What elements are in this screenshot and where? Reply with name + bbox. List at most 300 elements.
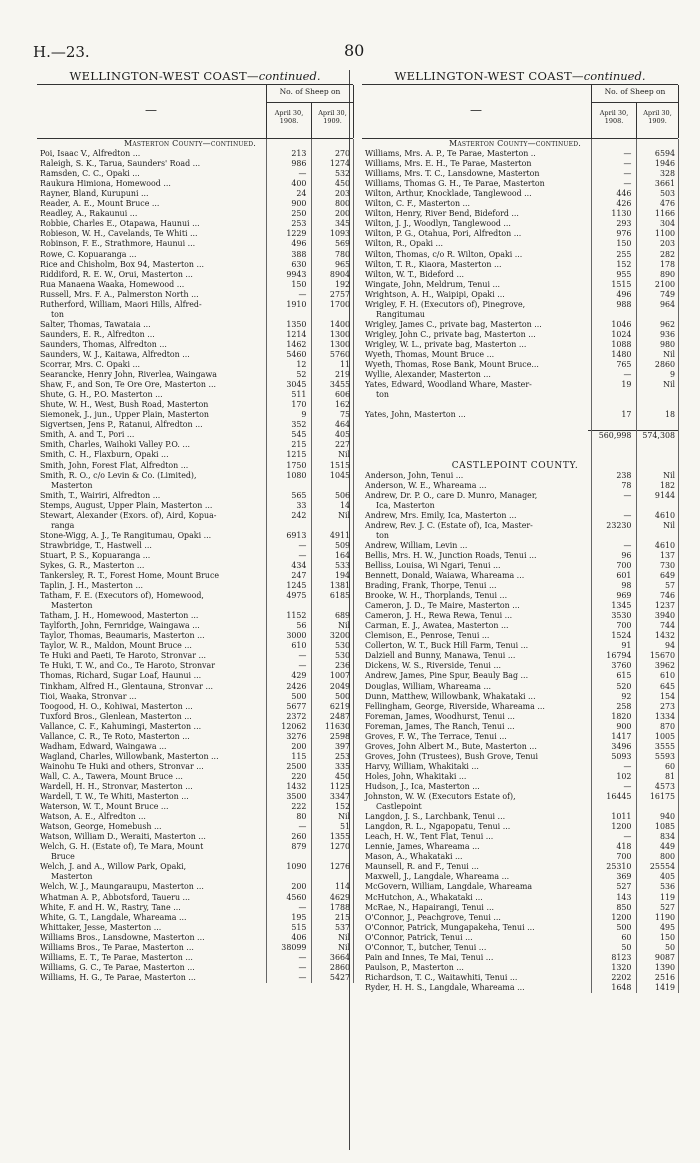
sheep-1908: 700	[616, 852, 632, 862]
owner-name: Robinson, F. E., Strathmore, Haunui ...	[40, 239, 196, 249]
sheep-1908: —	[298, 550, 307, 560]
sheep-1908: 50	[621, 942, 632, 952]
table-row	[362, 872, 678, 882]
table-row	[362, 250, 678, 260]
table-row	[37, 832, 353, 842]
sheep-1909: 162	[334, 400, 351, 410]
sheep-1908: 5677	[286, 701, 307, 711]
table-row	[37, 360, 353, 370]
sheep-1909: 530	[334, 641, 351, 651]
table-row	[362, 169, 678, 179]
table-row	[37, 732, 353, 742]
sheep-1908	[588, 310, 635, 320]
table-row	[362, 189, 678, 199]
owner-name: Harvy, William, Whakitaki ...	[365, 761, 479, 771]
sheep-1908: 8123	[611, 952, 632, 962]
owner-name: Stone-Wigg, A. J., Te Rangitumau, Opaki ...	[40, 530, 212, 540]
sheep-1908	[588, 531, 635, 541]
table-row	[362, 601, 678, 611]
sheep-1909: 51	[339, 822, 351, 832]
table-row	[37, 250, 353, 260]
sheep-1908: 515	[291, 922, 307, 932]
owner-name: Saunders, Thomas, Alfredton ...	[40, 339, 167, 349]
owner-name: Wilton, C. F., Masterton ...	[365, 199, 471, 209]
sheep-1909: 5427	[329, 972, 351, 982]
sheep-1909: 14	[339, 500, 351, 510]
table-row	[362, 360, 678, 370]
sheep-1908: 1648	[611, 982, 632, 992]
column-title: WELLINGTON-WEST COAST—continued.	[394, 69, 646, 83]
table-row	[362, 963, 678, 973]
table-row	[362, 551, 678, 561]
table-row	[362, 852, 678, 862]
sheep-1909: Nil	[338, 812, 351, 822]
owner-name: Robbie, Charles E., Otapawa, Haunui ...	[40, 219, 200, 229]
table-row	[37, 491, 353, 501]
owner-name: Searancke, Henry John, Riverlea, Waingawa	[40, 370, 217, 380]
table-row	[362, 300, 678, 310]
owner-name: Smith, C. H., Flaxburn, Opaki ...	[40, 450, 169, 460]
sheep-1908: 1046	[611, 319, 632, 329]
table-row	[37, 742, 353, 752]
table-row	[37, 209, 353, 219]
sheep-1908: 9943	[286, 269, 307, 279]
sheep-1909: 2516	[654, 972, 676, 982]
section-heading	[362, 139, 678, 149]
table-row	[37, 651, 353, 661]
sheep-1909: 200	[334, 209, 351, 219]
table-row	[362, 410, 678, 420]
sheep-1909: 150	[659, 932, 676, 942]
owner-name: Langdon, R. L., Ngapopatu, Tenui ...	[365, 822, 511, 832]
sheep-1908: 253	[291, 219, 307, 229]
header-group-label: No. of Sheep on	[604, 87, 666, 96]
sheep-1909	[309, 521, 353, 531]
owner-name: Wilton, P. G., Otahua, Pori, Alfredton ...	[365, 229, 522, 239]
table-row	[37, 320, 353, 330]
owner-name: Wilton, Thomas, c/o R. Wilton, Opaki ...	[365, 249, 523, 259]
table-row	[37, 762, 353, 772]
owner-name: Toogood, H. O., Kohiwai, Masterton ...	[40, 701, 193, 711]
table-row	[37, 802, 353, 812]
sheep-1908: —	[623, 159, 632, 169]
owner-name: Groves, John Albert M., Bute, Masterton ...	[365, 741, 537, 751]
table-row	[362, 390, 678, 400]
table-row	[37, 410, 353, 420]
sheep-1909: 9144	[654, 490, 676, 500]
owner-name: Vallance, C. R., Te Roto, Masterton ...	[40, 731, 190, 741]
sheep-1908: 511	[291, 390, 307, 400]
table-row	[362, 812, 678, 822]
sheep-1908: 1245	[286, 581, 307, 591]
table-row	[362, 913, 678, 923]
owner-name: Tinkham, Alfred H., Glentauna, Stronvar ...	[40, 681, 213, 691]
sheep-1908: —	[623, 149, 632, 159]
owner-name: Te Huki and Paeti, Te Haroto, Stronvar ...	[40, 651, 207, 661]
sheep-1909: 610	[659, 671, 676, 681]
sheep-1909: 5760	[329, 349, 351, 359]
sheep-1908: 152	[616, 259, 632, 269]
owner-name: Foreman, James, The Ranch, Tenui ...	[365, 721, 515, 731]
owner-name: Sigvertsen, Jens P., Ratanui, Alfredton ...	[40, 420, 203, 430]
owner-name: ton	[376, 390, 390, 400]
owner-name: Fellingham, George, Riverside, Whareama ...	[365, 701, 545, 711]
sheep-1908: 3530	[611, 611, 632, 621]
sheep-1908: 1024	[611, 329, 632, 339]
owner-name: ranga	[51, 520, 75, 530]
table-row	[362, 611, 678, 621]
sheep-1909: 137	[659, 550, 676, 560]
owner-name: Smith, Charles, Waihoki Valley P.O. ...	[40, 440, 190, 450]
table-row	[362, 179, 678, 189]
owner-name: Welch, W. J., Maungaraupu, Masterton ...	[40, 882, 204, 892]
table-row	[37, 893, 353, 903]
sheep-1909: 57	[664, 581, 676, 591]
table-row	[37, 350, 353, 360]
sheep-1908: —	[623, 540, 632, 550]
sheep-1909: 405	[334, 430, 351, 440]
sheep-1909: 890	[659, 269, 676, 279]
owner-name: Collerton, W. T., Buck Hill Farm, Tenui ...	[365, 641, 529, 651]
table-row	[37, 531, 353, 541]
table-row	[362, 581, 678, 591]
sheep-1908: 406	[291, 932, 307, 942]
table-row	[37, 219, 353, 229]
sheep-1908: 150	[291, 279, 307, 289]
sheep-1908: 56	[296, 621, 307, 631]
owner-name: Poi, Isaac V., Alfredton ...	[40, 149, 141, 159]
county-heading	[362, 461, 678, 471]
sheep-1908: 2202	[611, 972, 632, 982]
sheep-1908: 1011	[611, 812, 632, 822]
sheep-1908: —	[623, 832, 632, 842]
owner-name: Tankersley, R. T., Forest Home, Mount Bruce	[40, 571, 220, 581]
table-row	[362, 531, 678, 541]
sheep-1908: 255	[616, 249, 632, 259]
sheep-1909: 3664	[329, 952, 351, 962]
table-row	[37, 189, 353, 199]
table-row	[37, 973, 353, 983]
table-row	[37, 852, 353, 862]
owner-name: Rowe, C. Kopuaranga ...	[40, 249, 137, 259]
sheep-1908	[263, 481, 310, 491]
owner-name: Vallance, C. F., Kahumingi, Masterton ...	[40, 721, 202, 731]
sheep-1908: —	[298, 661, 307, 671]
owner-name: Carman, E. J., Awatea, Masterton ...	[365, 621, 509, 631]
table-row	[37, 280, 353, 290]
sheep-1909: 1005	[654, 731, 676, 741]
sheep-1908: —	[298, 169, 307, 179]
owner-name: Wyeth, Thomas, Rose Bank, Mount Bruce...	[365, 360, 539, 370]
owner-name: Te Huki, T. W., and Co., Te Haroto, Stronvar	[40, 661, 215, 671]
owner-name: Dunn, Matthew, Willowbank, Whakataki ...	[365, 691, 536, 701]
sheep-1909: 574,308	[634, 430, 678, 440]
sheep-1909: Nil	[338, 621, 351, 631]
owner-name: Wardell, T. W., Te Whiti, Masterton ...	[40, 792, 189, 802]
sheep-1908	[263, 310, 310, 320]
owner-name: Smith, A. and T., Pori ...	[40, 430, 135, 440]
table-row	[37, 541, 353, 551]
table-row	[362, 260, 678, 270]
owner-name: White, G. T., Langdale, Whareama ...	[40, 912, 187, 922]
sheep-1908: 2500	[286, 761, 307, 771]
table-row	[37, 420, 353, 430]
table-row	[37, 862, 353, 872]
table-header	[362, 84, 678, 139]
owner-name: Dalziell and Bunny, Manawa, Tenui ...	[365, 651, 516, 661]
owner-name: Salter, Thomas, Tawataia ...	[40, 319, 151, 329]
sheep-1909: 1355	[329, 832, 351, 842]
table-row	[362, 521, 678, 531]
sheep-1909: 1334	[654, 711, 676, 721]
owner-name: Mason, A., Whakataki ...	[365, 852, 463, 862]
table-row	[362, 983, 678, 993]
table-row	[37, 671, 353, 681]
sheep-1909: 182	[659, 480, 676, 490]
sheep-1909: 4573	[654, 782, 676, 791]
table-row	[37, 792, 353, 802]
sheep-1909	[634, 501, 678, 511]
owner-name: Rangitumau	[376, 309, 426, 319]
owner-name: Wilton, Henry, River Bend, Bideford ...	[365, 209, 519, 219]
sheep-1908: 388	[291, 249, 307, 259]
sheep-1908: 601	[616, 571, 632, 581]
table-row	[37, 571, 353, 581]
sheep-1909: 2860	[654, 360, 676, 370]
sheep-1909: 4629	[329, 892, 351, 902]
table-row	[362, 792, 678, 802]
sheep-1909: 2487	[329, 711, 351, 721]
table-row	[362, 943, 678, 953]
table-row	[37, 712, 353, 722]
table-row	[362, 239, 678, 249]
owner-name: Holes, John, Whakitaki ...	[365, 771, 467, 781]
sheep-1908	[588, 802, 635, 812]
sheep-1908: —	[298, 651, 307, 661]
table-row	[362, 802, 678, 812]
table-row	[37, 169, 353, 179]
heading-text: Masterton County—continued.	[448, 139, 582, 148]
sheep-1909: 9087	[654, 952, 676, 962]
sheep-1909: 1432	[654, 631, 676, 641]
sheep-1909: 1419	[654, 982, 676, 992]
owner-name: Lennie, James, Whareama ...	[365, 842, 480, 852]
table-row	[37, 782, 353, 792]
sheep-1909: 1381	[329, 581, 351, 591]
sheep-1908: 496	[616, 289, 632, 299]
sheep-1908: 250	[291, 209, 307, 219]
sheep-1909: 606	[334, 390, 351, 400]
sheep-1908: 19	[621, 380, 632, 390]
owner-name: Williams, H. G., Te Parae, Masterton ...	[40, 972, 196, 982]
heading-text: Masterton County—continued.	[123, 139, 257, 148]
owner-name: Tatham, J. H., Homewood, Masterton ...	[40, 611, 199, 621]
sheep-1909: 940	[659, 812, 676, 822]
table-row	[37, 943, 353, 953]
sheep-1909: Nil	[663, 520, 676, 530]
sheep-1909: 450	[334, 179, 351, 189]
sheep-1908: 700	[616, 560, 632, 570]
sheep-1908: 98	[621, 581, 632, 591]
owner-name: Cameron, J. H., Rewa Rewa, Tenui ...	[365, 611, 513, 621]
table-row	[37, 822, 353, 832]
sheep-1908: 900	[291, 199, 307, 209]
table-row	[37, 812, 353, 822]
owner-name: O'Connor, Patrick, Mungapakeha, Tenui ...	[365, 922, 535, 932]
sheep-1909: 273	[659, 701, 676, 711]
sheep-1909: 215	[334, 912, 351, 922]
owner-name: Brading, Frank, Thorpe, Tenui ...	[365, 581, 497, 591]
sheep-1909: 1237	[654, 601, 676, 611]
table-row	[362, 561, 678, 571]
sheep-1909: 780	[334, 249, 351, 259]
owner-name: Stemps, August, Upper Plain, Masterton ...	[40, 500, 213, 510]
table-row	[37, 611, 353, 621]
sheep-1908: 6913	[286, 530, 307, 540]
table-row	[362, 742, 678, 752]
owner-name: O'Connor, Patrick, Tenui ...	[365, 932, 473, 942]
sheep-1909: 746	[659, 591, 676, 601]
heading-text: CASTLEPOINT COUNTY.	[451, 460, 579, 471]
owner-name: ton	[51, 309, 65, 319]
table-row	[37, 270, 353, 280]
sheep-1909: 2757	[329, 289, 351, 299]
sheep-1909: 464	[334, 420, 351, 430]
owner-name: Wrigley, James C., private bag, Masterton ...	[365, 319, 542, 329]
sheep-1909: 18	[664, 410, 676, 420]
table-row	[362, 621, 678, 631]
sheep-1908: 418	[616, 842, 632, 852]
owner-name: Pain and Innes, Te Mai, Tenui ...	[365, 952, 494, 962]
header-dash: —	[145, 103, 157, 117]
sheep-1909	[309, 872, 353, 882]
table-row	[362, 953, 678, 963]
owner-name: Wilton, Arthur, Knocklade, Tanglewood ...	[365, 189, 532, 199]
table-row	[362, 591, 678, 601]
owner-name: Groves, F. W., The Terrace, Tenui ...	[365, 731, 507, 741]
table-row	[362, 209, 678, 219]
sheep-1909: 4911	[329, 530, 351, 540]
owner-name: Yates, John, Masterton ...	[365, 410, 466, 420]
sheep-1908: —	[298, 540, 307, 550]
sheep-1908: 16445	[606, 792, 632, 802]
sheep-1909	[309, 852, 353, 862]
sheep-1908: 527	[616, 882, 632, 892]
owner-name: Wrigley, F. H. (Executors of), Pinegrove,	[365, 299, 526, 309]
sheep-1908: 91	[621, 641, 632, 651]
sheep-1908: 565	[291, 490, 307, 500]
owner-name: Wagland, Charles, Willowbank, Masterton ...	[40, 751, 219, 761]
table-row	[362, 571, 678, 581]
owner-name: Wilton, W. T., Bideford ...	[365, 269, 464, 279]
table-row	[37, 702, 353, 712]
sheep-1908: 33	[296, 500, 307, 510]
table-row	[37, 772, 353, 782]
sheep-1909	[634, 802, 678, 812]
sheep-1909: 335	[334, 761, 351, 771]
sheep-1908: 1480	[611, 349, 632, 359]
table-row	[362, 280, 678, 290]
spacer-row	[362, 420, 678, 430]
sheep-1909: 1300	[329, 339, 351, 349]
sheep-1909: 649	[659, 571, 676, 581]
sheep-1909: 194	[334, 571, 351, 581]
sheep-1909: 164	[334, 550, 351, 560]
owner-name: Brooke, W. H., Thorplands, Tenui ...	[365, 591, 508, 601]
sheep-1908: 293	[616, 219, 632, 229]
owner-name: Wall, C. A., Tawera, Mount Bruce ...	[40, 771, 183, 781]
sheep-1908: 1524	[611, 631, 632, 641]
sheep-1908: 102	[616, 771, 632, 781]
sheep-1909: 15670	[649, 651, 676, 661]
table-row	[37, 641, 353, 651]
table-row	[362, 330, 678, 340]
owner-name: Smith, T., Wairiri, Alfredton ...	[40, 490, 161, 500]
sheep-1909: 476	[659, 199, 676, 209]
sheep-1908: 400	[291, 179, 307, 189]
table-row	[362, 772, 678, 782]
sheep-1908: 3276	[286, 731, 307, 741]
sheep-1909: 1190	[654, 912, 676, 922]
sheep-1908: 976	[616, 229, 632, 239]
sheep-1909: 536	[659, 882, 676, 892]
sheep-1909: 800	[659, 852, 676, 862]
spacer-row	[362, 450, 678, 460]
owner-name: Masterton	[51, 872, 93, 882]
sheep-1909: 530	[334, 651, 351, 661]
owner-name: Smith, R. O., c/o Levin & Co. (Limited),	[40, 470, 197, 480]
sheep-1909: 645	[659, 681, 676, 691]
sheep-1908: 3760	[611, 661, 632, 671]
sheep-1909: 219	[334, 370, 351, 380]
sheep-1909: 527	[659, 902, 676, 912]
owner-name: Wadham, Edward, Waingawa ...	[40, 741, 167, 751]
sheep-1909: 1166	[654, 209, 676, 219]
sheep-1909: 203	[659, 239, 676, 249]
sheep-1909: Nil	[338, 510, 351, 520]
sheep-1908: —	[298, 289, 307, 299]
sheep-1909: 503	[659, 189, 676, 199]
sheep-1909: 1045	[329, 470, 351, 480]
owner-name: Williams, Mrs. T. C., Lansdowne, Masterton	[365, 169, 540, 179]
owner-name: Williams Bros., Lansdowne, Masterton ...	[40, 932, 205, 942]
sheep-1909	[634, 310, 678, 320]
sheep-1908: 1320	[611, 962, 632, 972]
owner-name: Waterson, W. T., Mount Bruce ...	[40, 802, 169, 812]
sheep-1909: 282	[659, 249, 676, 259]
sheep-1908: —	[298, 962, 307, 972]
sheep-1909: 3200	[329, 631, 351, 641]
sheep-1909: 6219	[329, 701, 351, 711]
table-row	[362, 882, 678, 892]
table-row	[37, 963, 353, 973]
table-row	[362, 692, 678, 702]
owner-name: Bennett, Donald, Waiawa, Whareama ...	[365, 571, 525, 581]
sheep-1909: 537	[334, 922, 351, 932]
sheep-1908: 1088	[611, 339, 632, 349]
sheep-1908: 426	[616, 199, 632, 209]
table-row	[37, 179, 353, 189]
sheep-1908: 92	[621, 691, 632, 701]
sheep-1909: 1300	[329, 329, 351, 339]
sheep-1908: 3000	[286, 631, 307, 641]
table-row	[362, 199, 678, 209]
owner-name: Rutherford, William, Maori Hills, Alfred-	[40, 299, 202, 309]
sheep-1908: —	[623, 179, 632, 189]
sheep-1908: 222	[291, 802, 307, 812]
table-row	[37, 461, 353, 471]
page-number: 80	[344, 41, 365, 60]
